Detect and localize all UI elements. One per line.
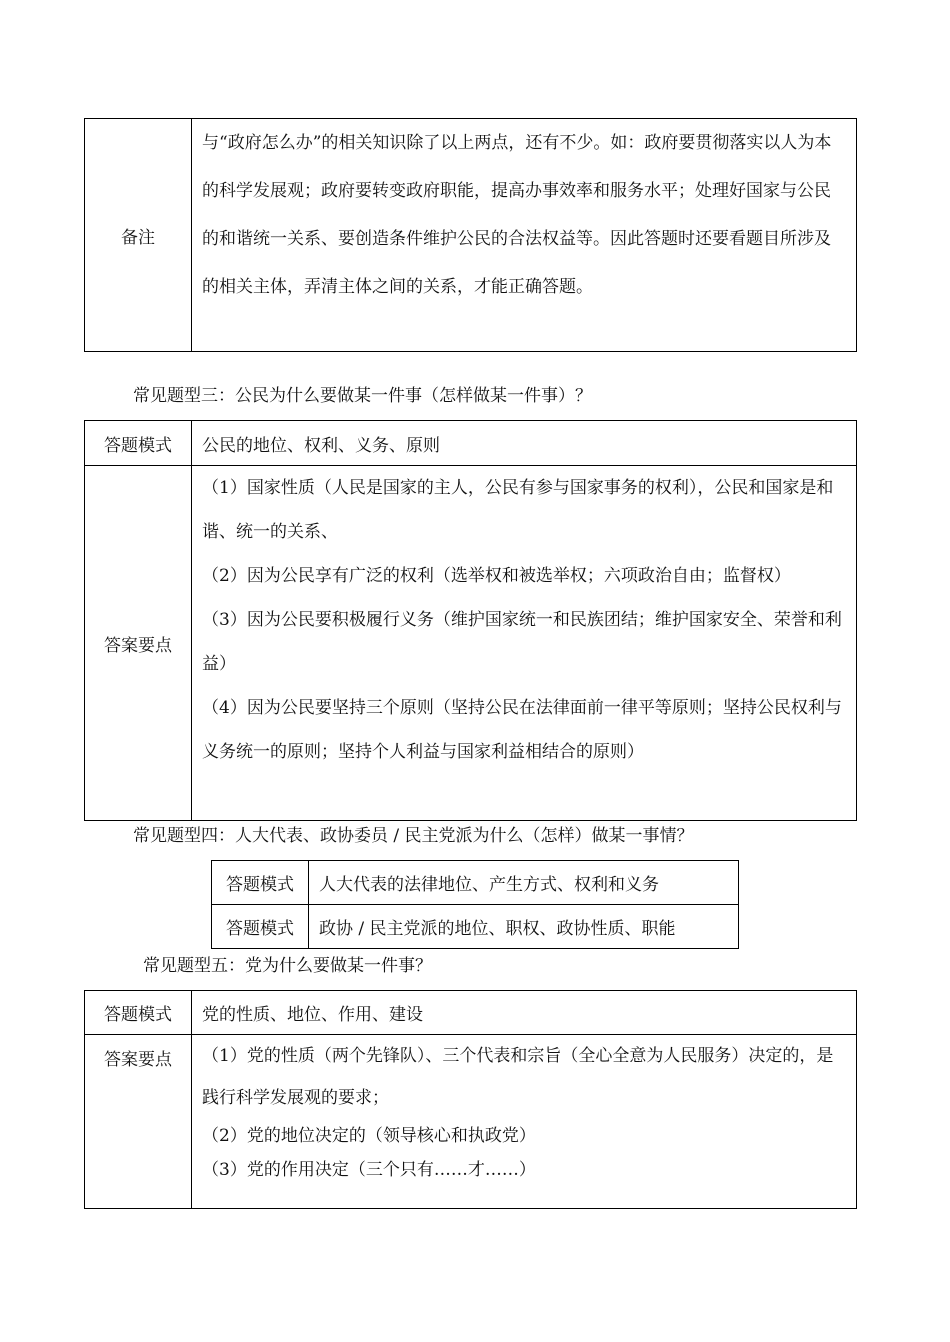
deputy-mode-text-2: 政协 / 民主党派的地位、职权、政协性质、职能 [309,905,739,949]
party-points-label: 答案要点 [85,1035,192,1209]
question-type-4-heading: 常见题型四：人大代表、政协委员 / 民主党派为什么（怎样）做某一事情？ [133,826,694,846]
citizen-mode-label: 答题模式 [85,421,192,466]
question-type-5-heading: 常见题型五：党为什么要做某一件事？ [143,956,432,976]
citizen-mode-text: 公民的地位、权利、义务、原则 [192,421,857,466]
party-mode-label: 答题模式 [85,991,192,1035]
party-points-cell [192,1035,857,1209]
party-point-3: （3）党的作用决定（三个只有……才……） [202,1160,536,1180]
deputy-mode-text-1: 人大代表的法律地位、产生方式、权利和义务 [309,861,739,905]
citizen-answer-table [84,420,857,821]
citizen-point-2: （2）因为公民享有广泛的权利（选举权和被选举权；六项政治自由；监督权） [202,566,791,586]
deputy-mode-label-1: 答题模式 [212,861,309,905]
citizen-point-3: （3）因为公民要积极履行义务（维护国家统一和民族团结；维护国家安全、荣誉和利益） [202,610,842,674]
remark-cell [192,119,857,352]
party-answer-table [84,990,857,1209]
citizen-point-4: （4）因为公民要坚持三个原则（坚持公民在法律面前一律平等原则；坚持公民权利与义务统一的原则；坚持个人利益与国家利益相结合的原则） [202,698,842,762]
deputy-answer-table [211,860,739,949]
citizen-point-1: （1）国家性质（人民是国家的主人，公民有参与国家事务的权利），公民和国家是和谐、统一的关系、 [202,478,834,542]
party-point-1: （1）党的性质（两个先锋队）、三个代表和宗旨（全心全意为人民服务）决定的，是践行科学发展观的要求； [202,1046,834,1108]
deputy-mode-label-2: 答题模式 [212,905,309,949]
remark-table [84,118,857,352]
citizen-points-label: 答案要点 [85,466,192,821]
remark-text: 与“政府怎么办”的相关知识除了以上两点，还有不少。如：政府要贯彻落实以人为本的科学发展观；政府要转变政府职能，提高办事效率和服务水平；处理好国家与公民的和谐统一关系、要创造条件维护公民的合法权益等。因此答题时还要看题目所涉及的相关主体，弄清主体之间的关系，才能正确答题。 [202,133,832,297]
remark-label: 备注 [85,119,192,352]
citizen-points-cell [192,466,857,821]
party-point-2: （2）党的地位决定的（领导核心和执政党） [202,1126,536,1146]
party-mode-text: 党的性质、地位、作用、建设 [192,991,857,1035]
question-type-3-heading: 常见题型三：公民为什么要做某一件事（怎样做某一件事）？ [133,386,592,406]
